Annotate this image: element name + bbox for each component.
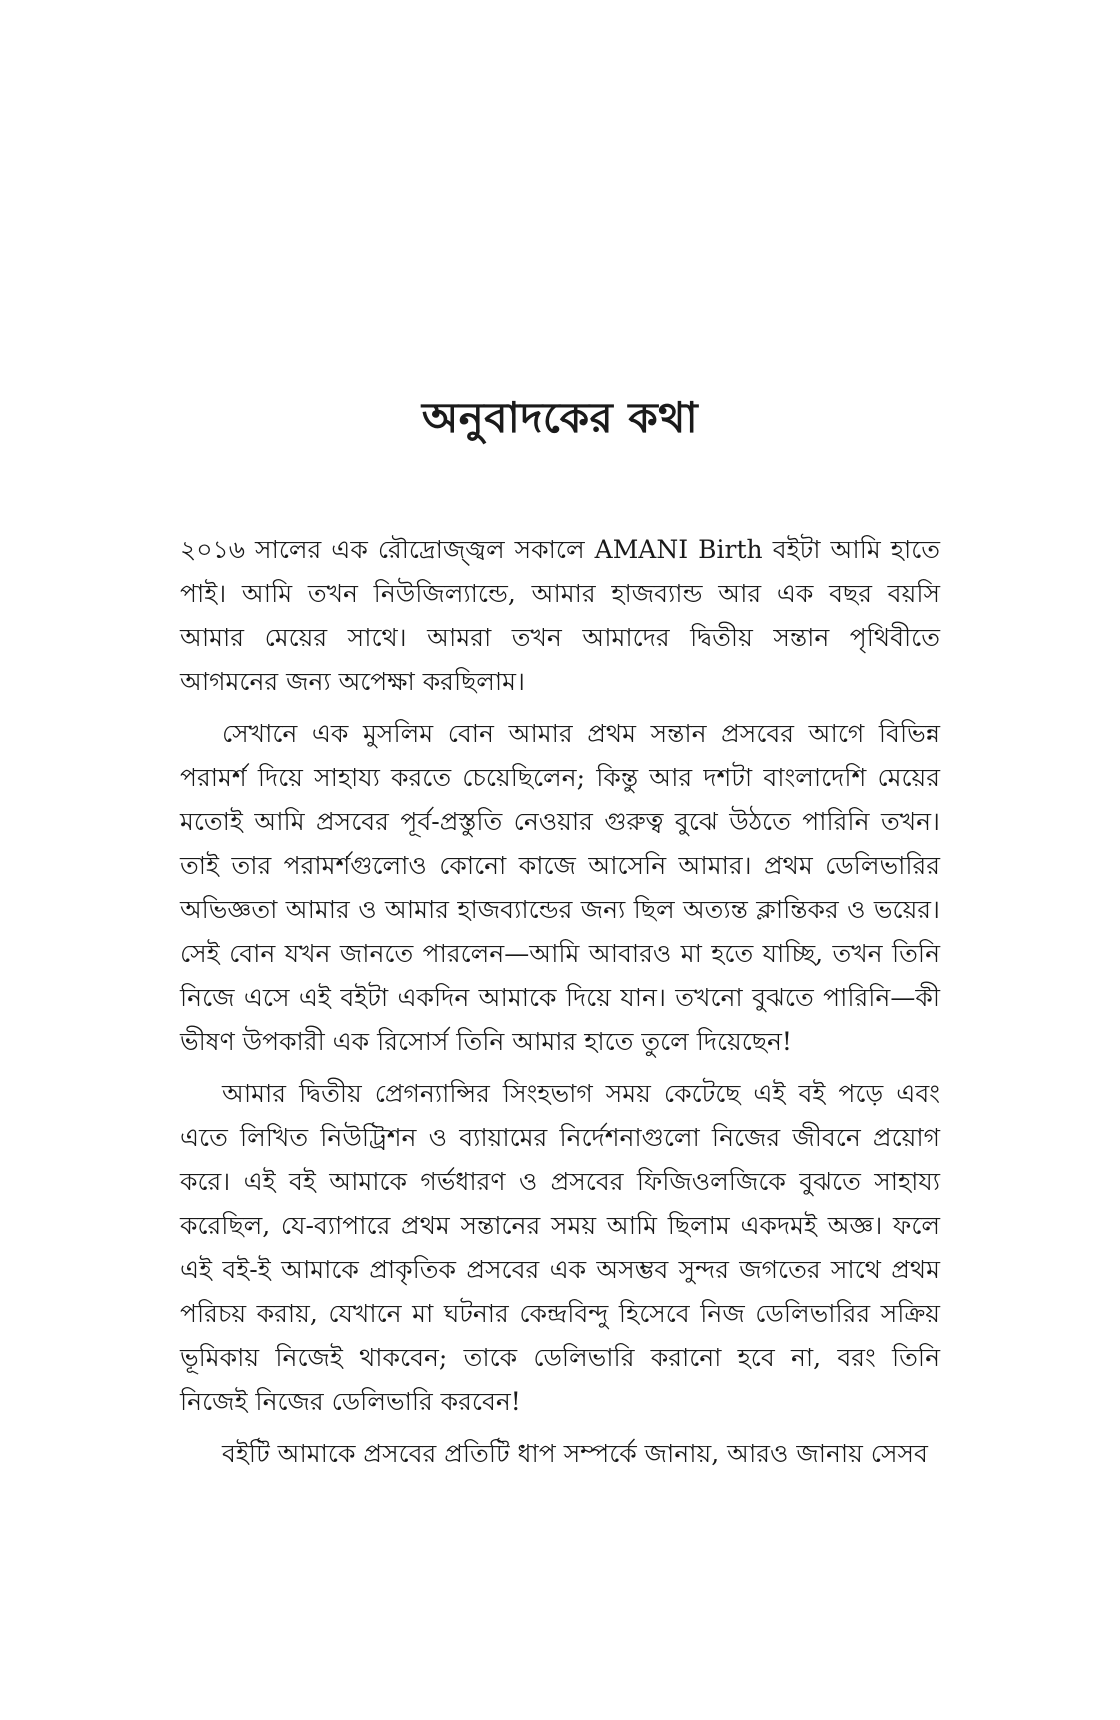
paragraph-2: সেখানে এক মুসলিম বোন আমার প্রথম সন্তান প্রসবের আগে বিভিন্ন পরামর্শ দিয়ে সাহায্য করতে চেয়েছিলেন; কিন্তু আর দশটা বাংলাদেশি মেয়ের মতোই আমি প্রসবের পূর্ব-প্রস্তুতি নেওয়ার গুরুত্ব বুঝে উঠতে পারিনি তখন। তাই তার পরামর্শগুলোও কোনো কাজে আসেনি আমার। প্রথম ডেলিভারির অভিজ্ঞতা আমার ও আমার হাজব্যান্ডের জন্য ছিল অত্যন্ত ক্লান্তিকর ও ভয়ের। সেই বোন যখন জানতে পারলেন—আমি আবারও মা হতে যাচ্ছি, তখন তিনি নিজে এসে এই বইটা একদিন আমাকে দিয়ে যান। তখনো বুঝতে পারিনি—কী ভীষণ উপকারী এক রিসোর্স তিনি আমার হাতে তুলে দিয়েছেন! (180, 719, 940, 1056)
paragraph-3: আমার দ্বিতীয় প্রেগন্যান্সির সিংহভাগ সময় কেটেছে এই বই পড়ে এবং এতে লিখিত নিউট্রিশন ও ব্যায়ামের নির্দেশনাগুলো নিজের জীবনে প্রয়োগ করে। এই বই আমাকে গর্ভধারণ ও প্রসবের ফিজিওলজিকে বুঝতে সাহায্য করেছিল, যে-ব্যাপারে প্রথম সন্তানের সময় আমি ছিলাম একদমই অজ্ঞ। ফলে এই বই-ই আমাকে প্রাকৃতিক প্রসবের এক অসম্ভব সুন্দর জগতের সাথে প্রথম পরিচয় করায়, যেখানে মা ঘটনার কেন্দ্রবিন্দু হিসেবে নিজ ডেলিভারির সক্রিয় ভূমিকায় নিজেই থাকবেন; তাকে ডেলিভারি করানো হবে না, বরং তিনি নিজেই নিজের ডেলিভারি করবেন! (180, 1079, 940, 1416)
paragraph-1: ২০১৬ সালের এক রৌদ্রোজ্জ্বল সকালে AMANI Birth বইটা আমি হাতে পাই। আমি তখন নিউজিল্যান্ডে, আমার হাজব্যান্ড আর এক বছর বয়সি আমার মেয়ের সাথে। আমরা তখন আমাদের দ্বিতীয় সন্তান পৃথিবীতে আগমনের জন্য অপেক্ষা করছিলাম। (180, 535, 940, 696)
chapter-title: অনুবাদকের কথা (421, 393, 699, 442)
body-text (180, 528, 940, 1484)
paragraph-4: বইটি আমাকে প্রসবের প্রতিটি ধাপ সম্পর্কে জানায়, আরও জানায় সেসব (222, 1439, 928, 1468)
